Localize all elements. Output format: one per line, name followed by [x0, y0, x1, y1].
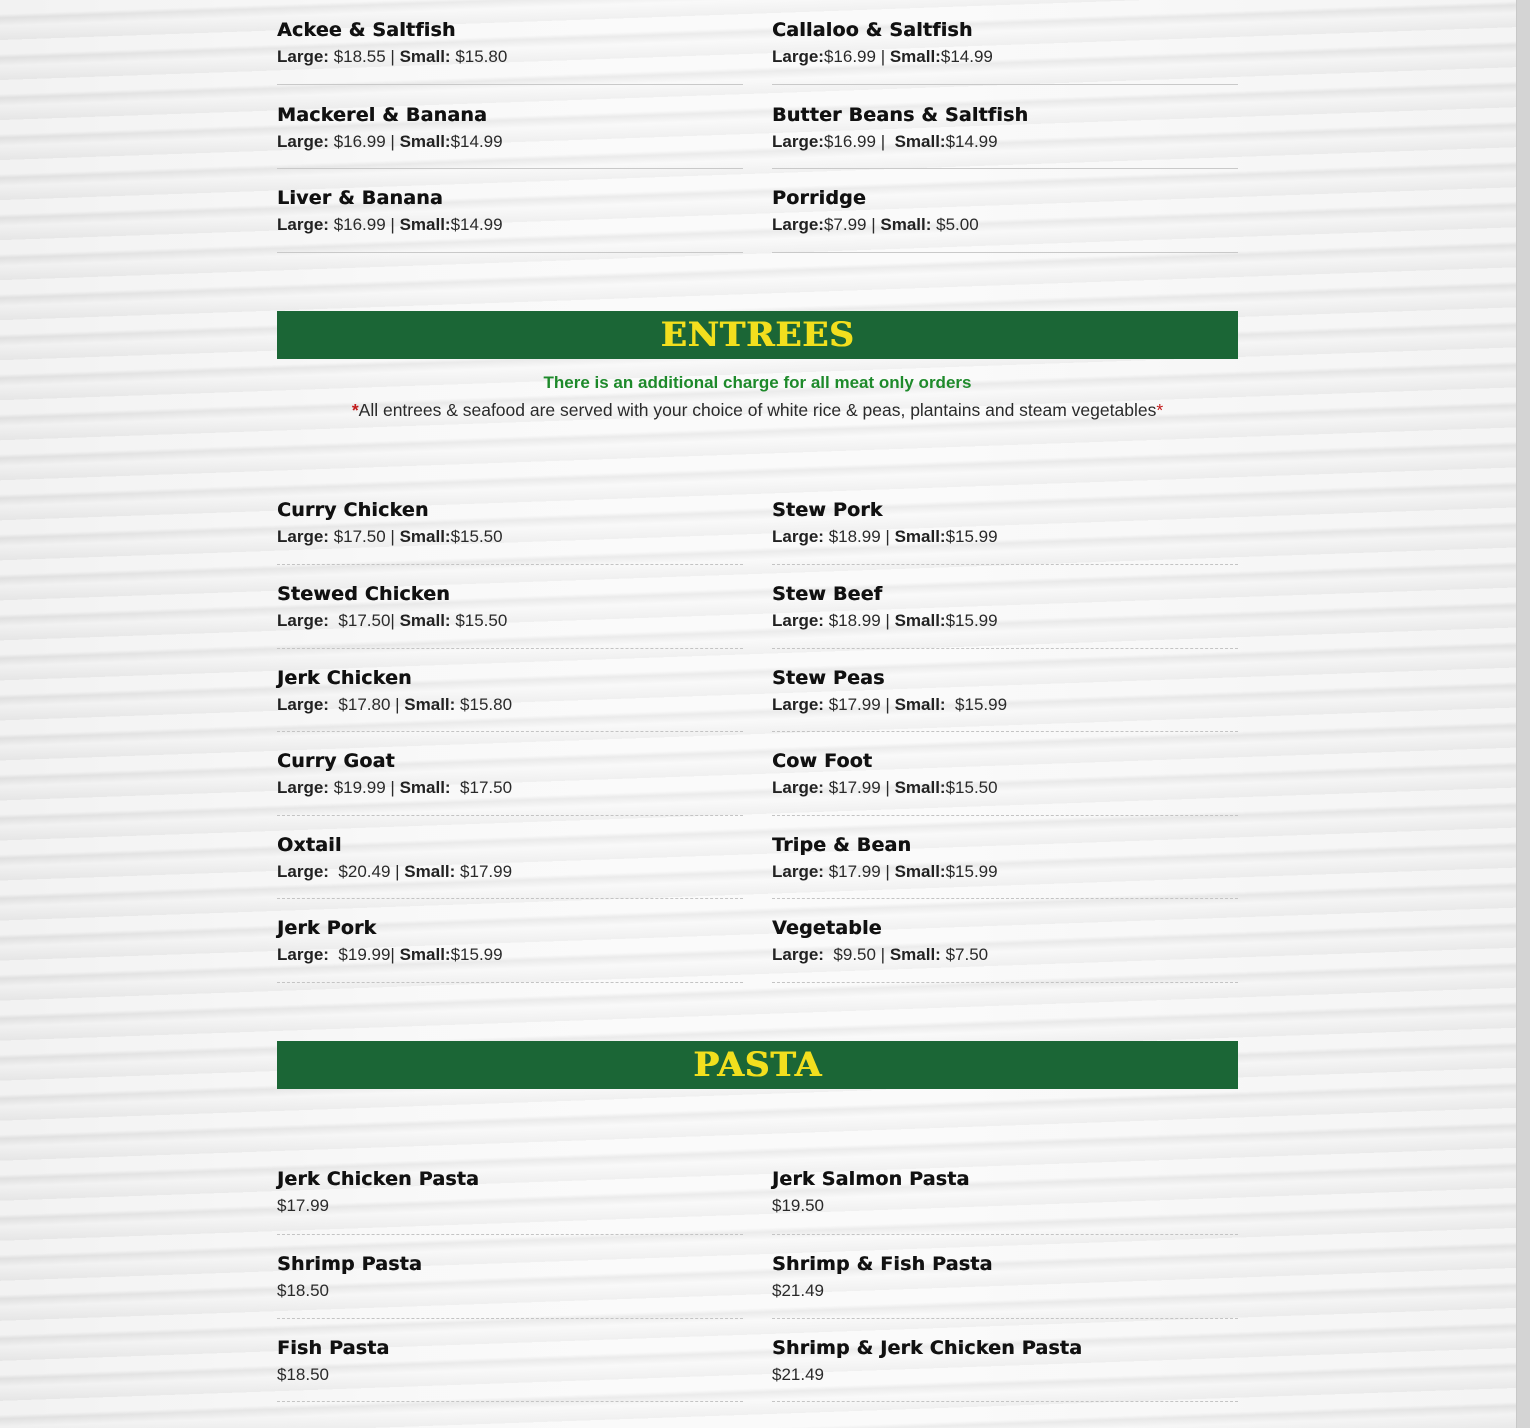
menu-item: [772, 18, 1238, 85]
item-price: Large: $16.99 | Small:$14.99: [277, 215, 503, 234]
item-name: Stew Peas: [772, 667, 885, 689]
entrees-section-header: [277, 311, 1238, 359]
item-price: Large:$7.99 | Small: $5.00: [772, 215, 979, 234]
item-name: Shrimp & Fish Pasta: [772, 1253, 993, 1275]
item-name: Porridge: [772, 187, 866, 209]
item-name: Butter Beans & Saltfish: [772, 104, 1029, 126]
item-price: $21.49: [772, 1281, 824, 1300]
pasta-grid: [277, 1167, 1238, 1402]
item-name: Cow Foot: [772, 750, 873, 772]
item-name: Liver & Banana: [277, 187, 443, 209]
menu-item: [772, 1319, 1238, 1402]
item-name: Stew Pork: [772, 499, 883, 521]
menu-item: [277, 498, 743, 565]
item-name: Vegetable: [772, 917, 882, 939]
item-price: Large: $17.99 | Small:$15.99: [772, 862, 998, 881]
menu-item: [277, 1235, 743, 1319]
item-name: Callaloo & Saltfish: [772, 19, 973, 41]
meat-charge-note: There is an additional charge for all meat only orders: [543, 373, 972, 392]
menu-item: [277, 649, 743, 732]
item-price: Large: $18.99 | Small:$15.99: [772, 527, 998, 546]
menu-item: [277, 1167, 743, 1235]
item-name: Curry Goat: [277, 750, 395, 772]
item-price: $19.50: [772, 1196, 824, 1215]
menu-item: [277, 816, 743, 899]
menu-item: [277, 565, 743, 649]
menu-item: [772, 1235, 1238, 1319]
menu-item: [772, 649, 1238, 732]
item-price: Large: $17.50| Small: $15.50: [277, 611, 508, 630]
menu-item: [772, 816, 1238, 899]
item-name: Shrimp & Jerk Chicken Pasta: [772, 1337, 1083, 1359]
entrees-grid: [277, 498, 1238, 983]
menu-item: [772, 498, 1238, 565]
top-menu-grid: [277, 0, 1238, 253]
menu-item: [772, 565, 1238, 649]
item-name: Ackee & Saltfish: [277, 19, 456, 41]
menu-item: [772, 85, 1238, 169]
pasta-section-header: [277, 1041, 1238, 1089]
item-price: Large: $18.55 | Small: $15.80: [277, 47, 508, 66]
menu-content: [277, 0, 1238, 1402]
menu-item: [277, 85, 743, 169]
item-name: Jerk Chicken: [277, 667, 412, 689]
item-price: Large: $17.80 | Small: $15.80: [277, 695, 513, 714]
page-scrollbar[interactable]: [1516, 0, 1530, 1428]
item-price: Large: $17.50 | Small:$15.50: [277, 527, 503, 546]
menu-item: [772, 899, 1238, 983]
item-name: Mackerel & Banana: [277, 104, 487, 126]
item-price: $18.50: [277, 1365, 329, 1384]
item-name: Stew Beef: [772, 583, 883, 605]
menu-item: [277, 169, 743, 253]
menu-item: [772, 1167, 1238, 1235]
item-price: Large: $17.99 | Small: $15.99: [772, 695, 1008, 714]
menu-item: [772, 732, 1238, 816]
item-price: $17.99: [277, 1196, 329, 1215]
item-price: Large: $16.99 | Small:$14.99: [277, 132, 503, 151]
item-price: Large: $19.99 | Small: $17.50: [277, 778, 513, 797]
item-price: Large: $9.50 | Small: $7.50: [772, 945, 989, 964]
item-name: Shrimp Pasta: [277, 1253, 422, 1275]
menu-item: [277, 732, 743, 816]
item-price: Large: $18.99 | Small:$15.99: [772, 611, 998, 630]
item-name: Jerk Salmon Pasta: [772, 1168, 970, 1190]
item-price: Large:$16.99 | Small:$14.99: [772, 47, 993, 66]
menu-item: [277, 18, 743, 85]
item-name: Jerk Pork: [277, 917, 377, 939]
item-price: Large: $19.99| Small:$15.99: [277, 945, 503, 964]
item-name: Jerk Chicken Pasta: [277, 1168, 480, 1190]
item-name: Curry Chicken: [277, 499, 429, 521]
item-price: $21.49: [772, 1365, 824, 1384]
item-name: Fish Pasta: [277, 1337, 390, 1359]
item-price: Large:$16.99 | Small:$14.99: [772, 132, 998, 151]
item-name: Tripe & Bean: [772, 834, 912, 856]
item-price: Large: $17.99 | Small:$15.50: [772, 778, 998, 797]
menu-item: [772, 169, 1238, 253]
item-name: Oxtail: [277, 834, 342, 856]
menu-item: [277, 1319, 743, 1402]
menu-item: [277, 899, 743, 983]
section-title: PASTA: [693, 1045, 822, 1085]
served-with-note: *All entrees & seafood are served with your choice of white rice & peas, plantains and steam vegetables*: [351, 400, 1164, 420]
item-price: Large: $20.49 | Small: $17.99: [277, 862, 513, 881]
item-price: $18.50: [277, 1281, 329, 1300]
item-name: Stewed Chicken: [277, 583, 450, 605]
section-title: ENTREES: [660, 315, 855, 355]
